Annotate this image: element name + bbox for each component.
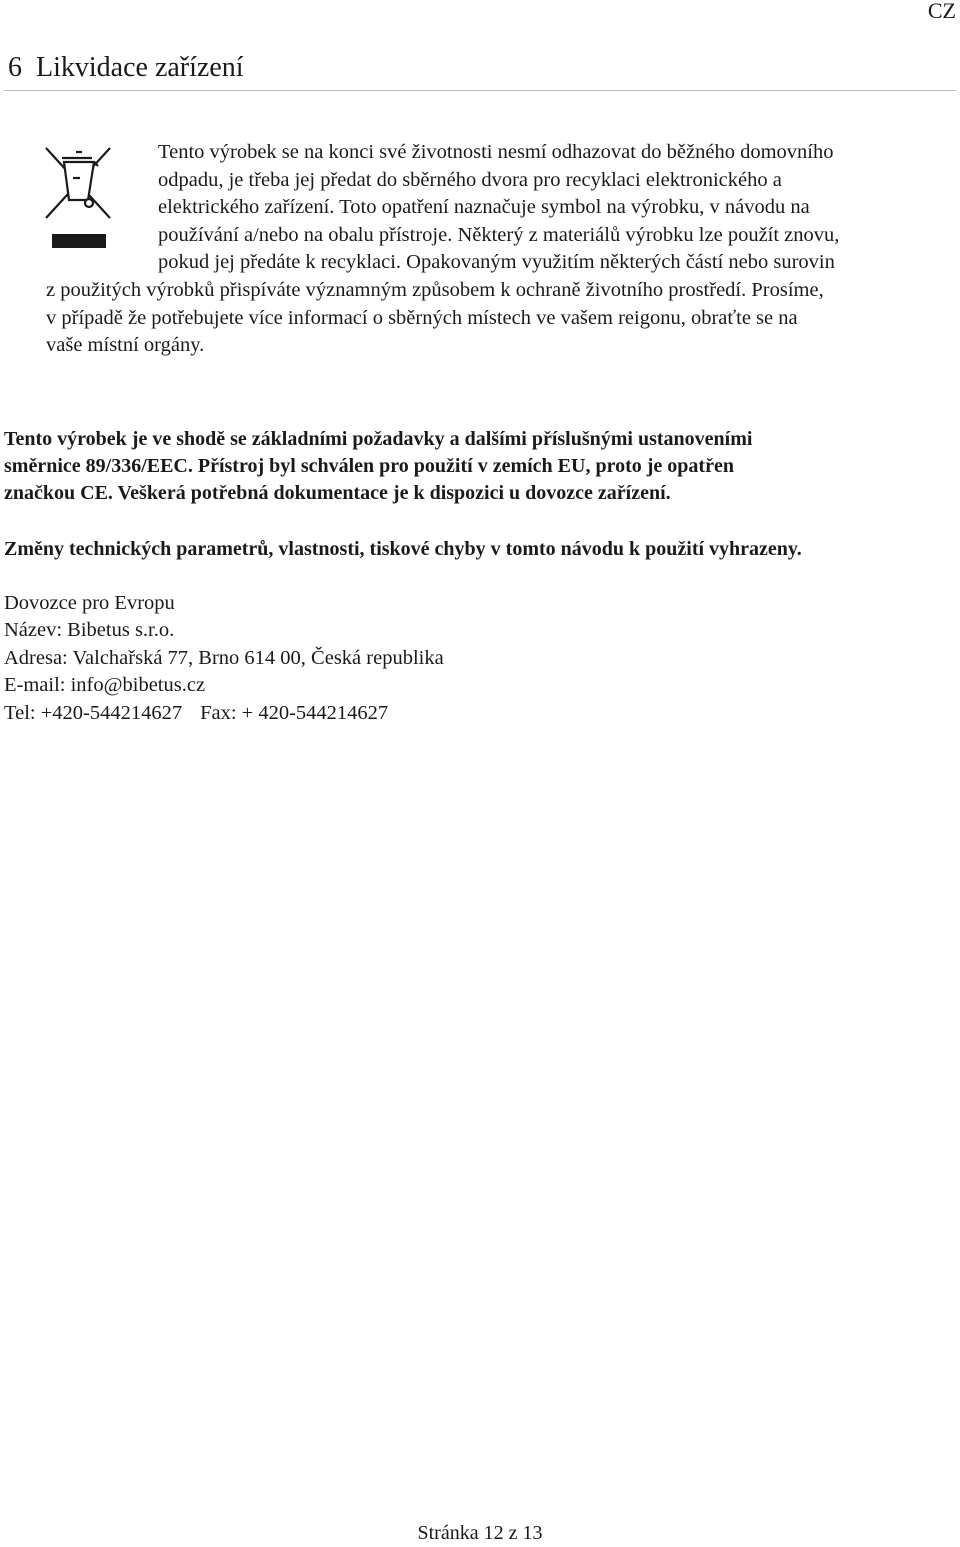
importer-contact: [4, 590, 444, 727]
text-line: směrnice 89/336/EEC. Přístroj byl schválen pro použití v zemích EU, proto je opatřen: [4, 455, 734, 477]
text-line: Tento výrobek je ve shodě se základními požadavky a dalšími příslušnými ustanoveními: [4, 428, 753, 450]
text-line: elektrického zařízení. Toto opatření naznačuje symbol na výrobku, v návodu na: [158, 196, 810, 219]
importer-phone: Tel: +420-544214627: [4, 701, 183, 724]
importer-address: Adresa: Valchařská 77, Brno 614 00, Česká republika: [4, 646, 444, 669]
text-line: značkou CE. Veškerá potřebná dokumentace je k dispozici u dovozce zařízení.: [4, 482, 671, 504]
importer-name: Název: Bibetus s.r.o.: [4, 619, 175, 642]
section-number: 6: [8, 52, 22, 83]
text-line: používání a/nebo na obalu přístroje. Některý z materiálů výrobku lze použít znovu,: [158, 223, 840, 246]
importer-label: Dovozce pro Evropu: [4, 592, 175, 614]
importer-fax: Fax: + 420-544214627: [200, 701, 389, 724]
importer-email: E-mail: info@bibetus.cz: [4, 674, 206, 697]
text-line: z použitých výrobků přispíváte významným způsobem k ochraně životního prostředí. Prosíme,: [46, 278, 824, 301]
phone-fax-line: [4, 700, 444, 727]
text-line: odpadu, je třeba jej předat do sběrného dvora pro recyklaci elektronického a: [158, 168, 782, 191]
section-heading: [8, 52, 244, 84]
changes-notice: [4, 536, 956, 563]
text-line: Změny technických parametrů, vlastnosti, tiskové chyby v tomto návodu k použití vyhrazeny.: [4, 538, 802, 560]
text-line: v případě že potřebujete více informací o sběrných místech ve vašem reigonu, obraťte se na: [46, 306, 798, 329]
text-line: vaše místní orgány.: [46, 334, 205, 357]
heading-divider: [4, 90, 956, 91]
compliance-paragraph: [4, 426, 956, 507]
text-line: pokud jej předáte k recyklaci. Opakovaným využitím některých částí nebo surovin: [158, 251, 835, 274]
disposal-paragraph: [46, 139, 956, 360]
section-title: Likvidace zařízení: [36, 52, 244, 83]
text-line: Tento výrobek se na konci své životnosti nesmí odhazovat do běžného domovního: [158, 141, 834, 163]
page-number: Stránka 12 z 13: [417, 1522, 543, 1544]
language-code: CZ: [927, 0, 956, 23]
